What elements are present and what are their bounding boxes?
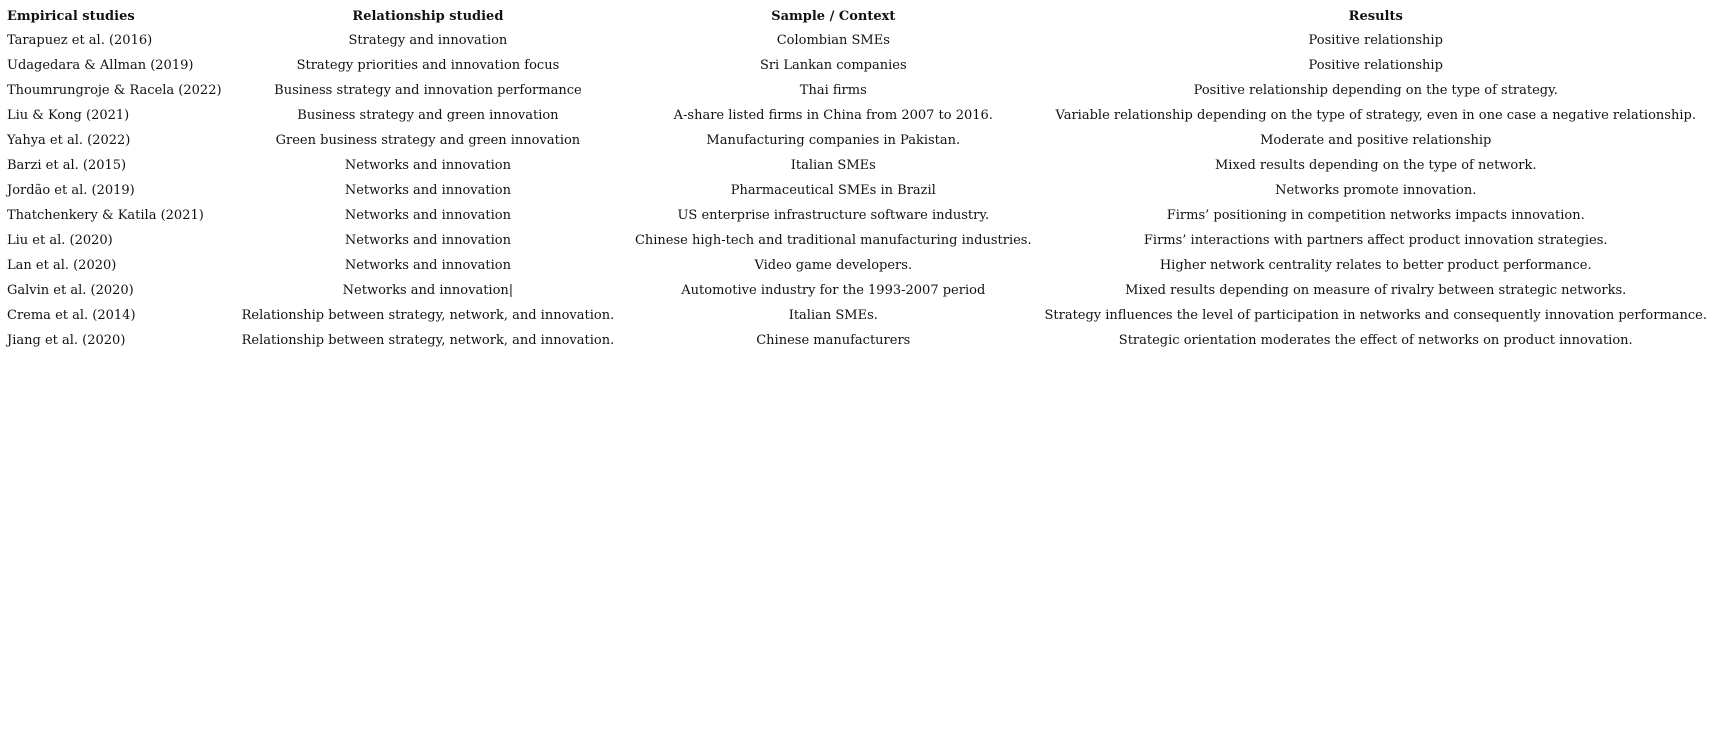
table-row [7, 178, 1707, 203]
study-cell: Jordão et al. (2019) [7, 183, 135, 198]
sample-context-cell: Automotive industry for the 1993-2007 period [681, 283, 986, 298]
relationship-cell: Green business strategy and green innovation [275, 133, 581, 148]
relationship-cell: Networks and innovation [344, 208, 511, 223]
results-cell: Firms’ interactions with partners affect product innovation strategies. [1143, 233, 1608, 248]
results-cell: Variable relationship depending on the type of strategy, even in one case a negative relationship. [1055, 108, 1696, 123]
relationship-cell: Networks and innovation [344, 183, 511, 198]
table-row [7, 253, 1707, 278]
table-row [7, 228, 1707, 253]
table-row [7, 128, 1707, 153]
sample-context-cell: Video game developers. [754, 258, 913, 273]
results-cell: Positive relationship [1308, 58, 1443, 73]
study-cell: Galvin et al. (2020) [7, 283, 134, 298]
results-cell: Strategy influences the level of participation in networks and consequently innovation performance. [1044, 308, 1707, 323]
relationship-cell: Networks and innovation [344, 258, 511, 273]
table-row [7, 103, 1707, 128]
sample-context-cell: Colombian SMEs [776, 33, 890, 48]
relationship-cell: Networks and innovation| [342, 283, 514, 298]
table-row [7, 153, 1707, 178]
sample-context-cell: US enterprise infrastructure software industry. [677, 208, 990, 223]
relationship-cell: Business strategy and green innovation [297, 108, 559, 123]
study-cell: Liu & Kong (2021) [7, 108, 130, 123]
sample-context-cell: Sri Lankan companies [759, 58, 907, 73]
relationship-cell: Relationship between strategy, network, and innovation. [241, 308, 615, 323]
study-cell: Liu et al. (2020) [7, 233, 113, 248]
study-cell: Jiang et al. (2020) [7, 333, 126, 348]
relationship-cell: Strategy and innovation [348, 33, 508, 48]
results-cell: Higher network centrality relates to better product performance. [1159, 258, 1592, 273]
study-cell: Thoumrungroje & Racela (2022) [7, 83, 222, 98]
empirical-studies-table [7, 6, 1707, 353]
relationship-cell: Networks and innovation [344, 233, 511, 248]
results-cell: Positive relationship [1308, 33, 1443, 48]
study-cell: Udagedara & Allman (2019) [7, 58, 194, 73]
sample-context-cell: Pharmaceutical SMEs in Brazil [730, 183, 936, 198]
study-cell: Lan et al. (2020) [7, 258, 117, 273]
results-cell: Moderate and positive relationship [1260, 133, 1492, 148]
results-cell: Firms’ positioning in competition networks impacts innovation. [1166, 208, 1585, 223]
sample-context-cell: Thai firms [799, 83, 867, 98]
table-row [7, 303, 1707, 328]
sample-context-cell: Italian SMEs. [788, 308, 878, 323]
table-row [7, 28, 1707, 53]
table-row [7, 278, 1707, 303]
header-sample-context: Sample / Context [771, 9, 896, 24]
results-cell: Networks promote innovation. [1275, 183, 1477, 198]
header-results: Results [1348, 9, 1403, 24]
sample-context-cell: Chinese high-tech and traditional manufacturing industries. [634, 233, 1032, 248]
table-row [7, 328, 1707, 353]
relationship-cell: Relationship between strategy, network, and innovation. [241, 333, 615, 348]
study-cell: Crema et al. (2014) [7, 308, 136, 323]
studies-table-container [7, 6, 1707, 353]
sample-context-cell: A-share listed firms in China from 2007 to 2016. [673, 108, 993, 123]
sample-context-cell: Chinese manufacturers [756, 333, 911, 348]
relationship-cell: Strategy priorities and innovation focus [296, 58, 560, 73]
results-cell: Strategic orientation moderates the effect of networks on product innovation. [1118, 333, 1633, 348]
table-row [7, 53, 1707, 78]
study-cell: Tarapuez et al. (2016) [7, 33, 153, 48]
table-body [7, 28, 1707, 353]
results-cell: Mixed results depending on measure of rivalry between strategic networks. [1125, 283, 1627, 298]
table-row [7, 78, 1707, 103]
header-empirical-studies: Empirical studies [7, 9, 135, 24]
study-cell: Thatchenkery & Katila (2021) [7, 208, 204, 223]
table-row [7, 203, 1707, 228]
sample-context-cell: Manufacturing companies in Pakistan. [706, 133, 961, 148]
table-header [7, 6, 1707, 28]
relationship-cell: Business strategy and innovation performance [274, 83, 582, 98]
header-relationship-studied: Relationship studied [352, 9, 504, 24]
sample-context-cell: Italian SMEs [790, 158, 876, 173]
header-row [7, 6, 1707, 28]
study-cell: Yahya et al. (2022) [7, 133, 131, 148]
results-cell: Mixed results depending on the type of network. [1214, 158, 1537, 173]
results-cell: Positive relationship depending on the type of strategy. [1193, 83, 1558, 98]
study-cell: Barzi et al. (2015) [7, 158, 127, 173]
relationship-cell: Networks and innovation [344, 158, 511, 173]
